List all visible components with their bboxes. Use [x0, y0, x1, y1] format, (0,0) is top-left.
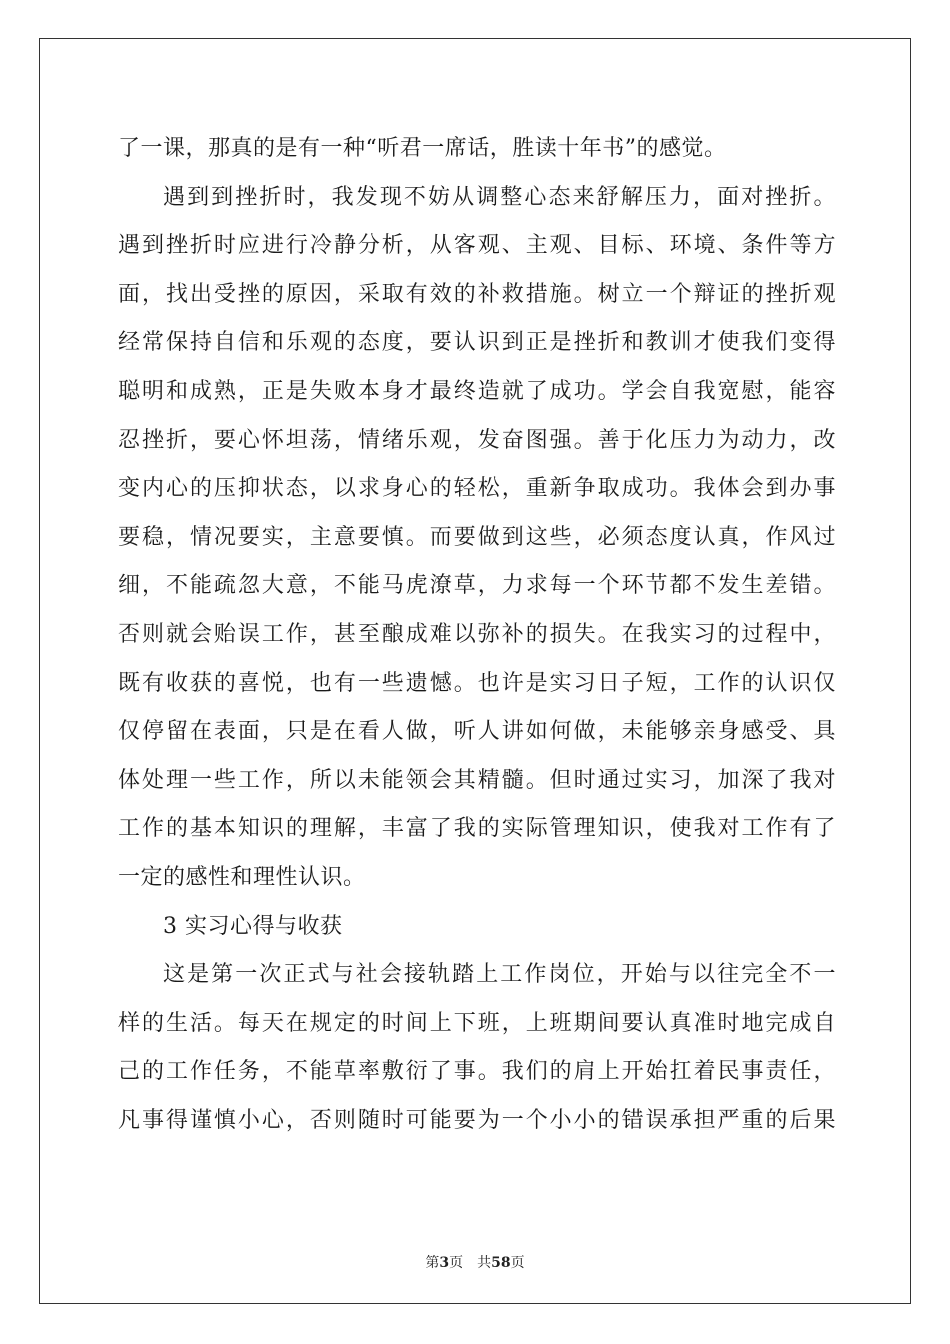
page-prefix: 第 [425, 1255, 440, 1271]
text-line: 一定的感性和理性认识。 [118, 864, 366, 890]
text-line: 经常保持自信和乐观的态度，要认识到正是挫折和教训才使我们变得 [118, 330, 836, 356]
text-line: 遇到到挫折时，我发现不妨从调整心态来舒解压力，面对挫折。 [163, 184, 836, 210]
text-line: 工作的基本知识的理解，丰富了我的实际管理知识，使我对工作有了 [118, 816, 836, 842]
text-line: 面，找出受挫的原因，采取有效的补救措施。树立一个辩证的挫折观 [118, 281, 836, 307]
text-line: 3 实习心得与收获 [163, 913, 343, 939]
text-line: 样的生活。每天在规定的时间上下班，上班期间要认真准时地完成自 [118, 1010, 836, 1036]
total-prefix: 共 [477, 1255, 492, 1271]
total-suffix: 页 [510, 1255, 525, 1271]
text-line: 仅停留在表面，只是在看人做，听人讲如何做，未能够亲身感受、具 [118, 719, 836, 745]
text-line: 既有收获的喜悦，也有一些遗憾。也许是实习日子短，工作的认识仅 [118, 670, 836, 696]
text-line: 凡事得谨慎小心，否则随时可能要为一个小小的错误承担严重的后果 [118, 1107, 836, 1133]
page-footer [0, 1252, 950, 1272]
text-line: 己的工作任务，不能草率敷衍了事。我们的肩上开始扛着民事责任， [118, 1059, 836, 1085]
page-suffix: 页 [449, 1255, 464, 1271]
text-line: 否则就会贻误工作，甚至酿成难以弥补的损失。在我实习的过程中， [118, 621, 836, 647]
text-line: 细，不能疏忽大意，不能马虎潦草，力求每一个环节都不发生差错。 [118, 573, 836, 599]
text-line: 遇到挫折时应进行冷静分析，从客观、主观、目标、环境、条件等方 [118, 233, 836, 259]
page-number: 3 [439, 1255, 450, 1271]
document-body [118, 125, 836, 1145]
text-line: 了一课，那真的是有一种“听君一席话，胜读十年书”的感觉。 [118, 136, 727, 161]
text-line: 聪明和成熟，正是失败本身才最终造就了成功。学会自我宽慰，能容 [118, 378, 836, 404]
text-line: 这是第一次正式与社会接轨踏上工作岗位，开始与以往完全不一 [163, 962, 836, 988]
total-pages: 58 [491, 1255, 511, 1271]
text-line: 忍挫折，要心怀坦荡，情绪乐观，发奋图强。善于化压力为动力，改 [118, 427, 836, 453]
text-line: 体处理一些工作，所以未能领会其精髓。但时通过实习，加深了我对 [118, 767, 836, 793]
text-line: 要稳，情况要实，主意要慎。而要做到这些，必须态度认真，作风过 [118, 524, 836, 550]
text-line: 变内心的压抑状态，以求身心的轻松，重新争取成功。我体会到办事 [118, 476, 836, 502]
